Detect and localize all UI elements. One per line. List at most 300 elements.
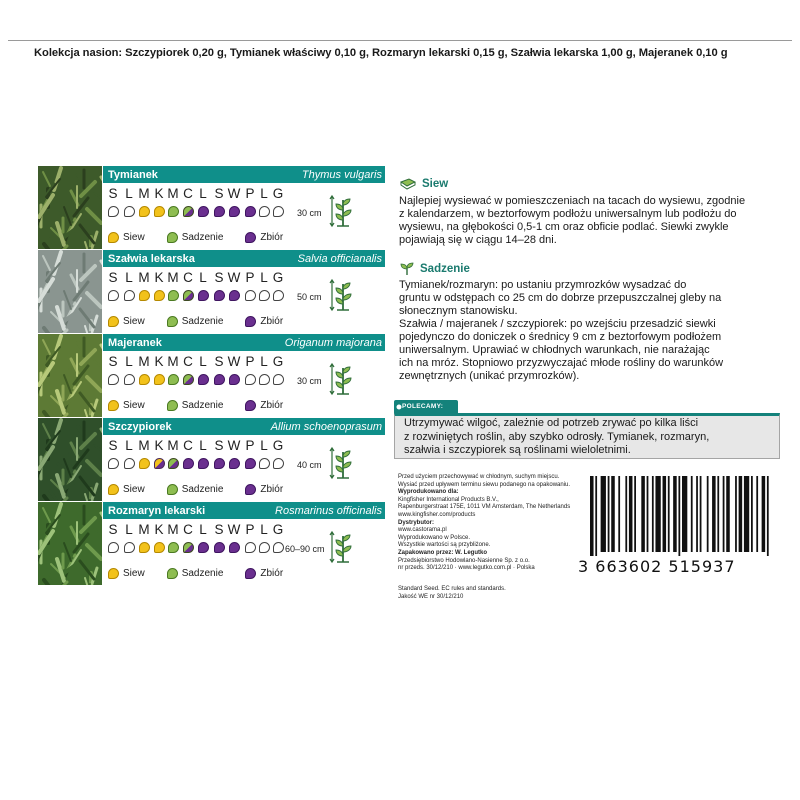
plant-height-icon bbox=[329, 278, 353, 312]
fine-print-line: Rapenburgerstraat 175E, 1011 VM Amsterdam, The Netherlands bbox=[398, 504, 571, 511]
barcode-bar bbox=[739, 476, 743, 552]
month-letter: M bbox=[167, 270, 179, 285]
barcode-bar bbox=[595, 476, 597, 556]
plant-height: 40 cm bbox=[297, 460, 322, 470]
legend-sadzenie bbox=[167, 484, 224, 495]
month-letter: C bbox=[183, 438, 193, 453]
month-letter: M bbox=[167, 354, 179, 369]
barcode-bar bbox=[634, 476, 636, 552]
month-marker bbox=[139, 290, 150, 301]
month-letter: M bbox=[138, 354, 150, 369]
month-marker bbox=[273, 542, 284, 553]
planting-icon bbox=[167, 316, 178, 327]
plant-header bbox=[103, 250, 385, 267]
plant-name: Szałwia lekarska bbox=[108, 252, 195, 265]
sowing-icon bbox=[108, 316, 119, 327]
barcode-bar bbox=[611, 476, 615, 552]
plant-latin-name: Origanum majorana bbox=[284, 336, 382, 349]
barcode-bar bbox=[601, 476, 606, 552]
month-letter: L bbox=[125, 186, 133, 201]
month-marker bbox=[198, 374, 209, 385]
month-marker bbox=[108, 542, 119, 553]
month-letter: K bbox=[154, 270, 164, 285]
month-letter: K bbox=[154, 354, 164, 369]
month-markers bbox=[108, 372, 283, 388]
recommend-line: z rozwiniętych roślin, aby szybko odrosły. Tymianek, rozmaryn, bbox=[404, 430, 710, 443]
recommend-tab bbox=[394, 400, 458, 413]
month-letter: P bbox=[245, 270, 255, 285]
month-marker bbox=[168, 290, 179, 301]
legend-siew bbox=[108, 316, 145, 327]
month-letter: L bbox=[260, 522, 268, 537]
siew-line: pojawiają się w ciągu 14–28 dni. bbox=[399, 234, 557, 246]
planting-icon bbox=[167, 232, 178, 243]
sadzenie-text bbox=[399, 279, 775, 383]
month-marker bbox=[259, 290, 270, 301]
recommend-line: Utrzymywać wilgoć, zależnie od potrzeb zrywać po kilka liści bbox=[404, 417, 699, 429]
plant-photo bbox=[38, 334, 102, 417]
month-letter: W bbox=[227, 270, 241, 285]
fine-print-line: Wysiać przed upływem terminu siewu podanego na opakowaniu. bbox=[398, 481, 571, 488]
sadzenie-line: uniwersalnym. Uprawiać w chłodnych warunkach, nie narażając bbox=[399, 344, 710, 356]
plant-height-icon bbox=[329, 194, 353, 228]
month-marker bbox=[214, 290, 225, 301]
plant-height: 30 cm bbox=[297, 376, 322, 386]
calendar-legend bbox=[108, 400, 305, 411]
legend-zbior-label: Zbiór bbox=[260, 400, 284, 411]
month-marker bbox=[214, 542, 225, 553]
month-letter: K bbox=[154, 522, 164, 537]
month-marker bbox=[124, 290, 135, 301]
fine-print-line: www.castorama.pl bbox=[398, 527, 447, 534]
month-marker bbox=[229, 374, 240, 385]
legend-zbior-label: Zbiór bbox=[260, 316, 284, 327]
month-letter: L bbox=[125, 270, 133, 285]
sowing-calendar bbox=[108, 354, 283, 388]
month-marker bbox=[273, 290, 284, 301]
month-letter: L bbox=[125, 354, 133, 369]
month-letter: S bbox=[214, 270, 224, 285]
month-marker bbox=[154, 458, 165, 469]
seedling-icon bbox=[400, 262, 414, 276]
legend-siew-label: Siew bbox=[123, 232, 145, 243]
barcode-bar bbox=[767, 476, 769, 556]
recommend-line: szałwia i szczypiorek są roślinami wieloletnimi. bbox=[404, 444, 631, 456]
month-letter: M bbox=[167, 186, 179, 201]
barcode-bar bbox=[641, 476, 645, 552]
month-letter: G bbox=[272, 186, 284, 201]
barcode-bar bbox=[696, 476, 698, 552]
month-letter: G bbox=[272, 438, 284, 453]
month-letter: G bbox=[272, 522, 284, 537]
month-letters bbox=[108, 186, 283, 204]
month-marker bbox=[245, 458, 256, 469]
plant-header bbox=[103, 166, 385, 183]
plant-table bbox=[38, 166, 385, 586]
month-letter: L bbox=[260, 186, 268, 201]
legend-zbior bbox=[245, 400, 283, 411]
legend-siew-label: Siew bbox=[123, 400, 145, 411]
plant-name: Tymianek bbox=[108, 168, 158, 181]
month-letter: W bbox=[227, 438, 241, 453]
planting-icon bbox=[167, 400, 178, 411]
fine-print-line: nr przeds. 30/12/210 · www.legutko.com.pl · Polska bbox=[398, 565, 535, 572]
barcode-bar bbox=[691, 476, 693, 552]
legend-siew-label: Siew bbox=[123, 316, 145, 327]
legend-sadzenie-label: Sadzenie bbox=[181, 316, 224, 327]
month-letter: L bbox=[199, 354, 207, 369]
harvest-icon bbox=[245, 232, 256, 243]
calendar-legend bbox=[108, 232, 305, 243]
barcode-bar bbox=[673, 476, 677, 552]
month-marker bbox=[183, 206, 194, 217]
harvest-icon bbox=[245, 484, 256, 495]
month-marker bbox=[139, 458, 150, 469]
legend-sadzenie bbox=[167, 232, 224, 243]
month-letter: L bbox=[199, 270, 207, 285]
month-letter: P bbox=[245, 522, 255, 537]
month-marker bbox=[124, 206, 135, 217]
month-marker bbox=[139, 374, 150, 385]
month-marker bbox=[124, 374, 135, 385]
plant-info bbox=[103, 166, 385, 249]
legend-zbior-label: Zbiór bbox=[260, 568, 284, 579]
legend-sadzenie-label: Sadzenie bbox=[181, 484, 224, 495]
barcode-bar bbox=[723, 476, 725, 552]
month-markers bbox=[108, 456, 283, 472]
month-marker bbox=[198, 542, 209, 553]
month-marker bbox=[108, 206, 119, 217]
barcode-bar bbox=[608, 476, 610, 552]
month-letter: W bbox=[227, 522, 241, 537]
barcode-bar bbox=[762, 476, 766, 552]
siew-title: Siew bbox=[422, 178, 449, 190]
month-letter: K bbox=[154, 438, 164, 453]
legend-siew bbox=[108, 484, 145, 495]
legend-sadzenie bbox=[167, 400, 224, 411]
fine-print-line: Zapakowano przez: W. Legutko bbox=[398, 549, 488, 556]
recommend-label: POLECAMY: bbox=[402, 403, 444, 410]
sadzenie-line: słonecznym stanowisku. bbox=[399, 305, 518, 317]
collection-line: Kolekcja nasion: Szczypiorek 0,20 g, Tymianek właściwy 0,10 g, Rozmaryn lekarski 0,15 g, Szałwia lekarska 1,00 g, Majeranek 0,10 g bbox=[34, 47, 728, 59]
barcode-bar bbox=[717, 476, 719, 552]
plant-info bbox=[103, 334, 385, 417]
month-marker bbox=[229, 542, 240, 553]
calendar-legend bbox=[108, 568, 305, 579]
barcode-bar bbox=[618, 476, 620, 552]
plant-height: 60–90 cm bbox=[285, 544, 325, 554]
month-marker bbox=[108, 374, 119, 385]
month-marker bbox=[229, 458, 240, 469]
legend-siew-label: Siew bbox=[123, 484, 145, 495]
planting-icon bbox=[167, 484, 178, 495]
month-letter: L bbox=[199, 186, 207, 201]
siew-line: Najlepiej wysiewać w pomieszczeniach na tacach do wysiewu, zgodnie bbox=[399, 195, 746, 207]
month-letter: W bbox=[227, 186, 241, 201]
barcode-bar bbox=[663, 476, 667, 552]
fine-print-line: Wyprodukowano w Polsce. bbox=[398, 534, 470, 541]
barcode-bar bbox=[744, 476, 749, 552]
month-marker bbox=[198, 290, 209, 301]
standard-note bbox=[398, 586, 578, 601]
plant-header bbox=[103, 418, 385, 435]
legend-zbior-label: Zbiór bbox=[260, 484, 284, 495]
month-marker bbox=[124, 542, 135, 553]
plant-latin-name: Salvia officianalis bbox=[297, 252, 382, 265]
month-letter: K bbox=[154, 186, 164, 201]
plant-height-icon bbox=[329, 530, 353, 564]
month-marker bbox=[229, 290, 240, 301]
barcode-bar bbox=[751, 476, 753, 552]
month-marker bbox=[154, 542, 165, 553]
planting-icon bbox=[167, 568, 178, 579]
month-letter: M bbox=[167, 438, 179, 453]
fine-print-line: Dystrybutor: bbox=[398, 519, 435, 526]
month-letters bbox=[108, 438, 283, 456]
plant-header bbox=[103, 502, 385, 519]
calendar-legend bbox=[108, 316, 305, 327]
month-markers bbox=[108, 288, 283, 304]
month-letter: C bbox=[183, 522, 193, 537]
sowing-calendar bbox=[108, 522, 283, 556]
sowing-calendar bbox=[108, 438, 283, 472]
month-marker bbox=[245, 206, 256, 217]
siew-line: z kalendarzem, w beztorfowym podłożu uniwersalnym lub podłożu do bbox=[399, 208, 737, 220]
sowing-icon bbox=[108, 232, 119, 243]
barcode-bar bbox=[707, 476, 709, 552]
month-markers bbox=[108, 540, 283, 556]
month-letters bbox=[108, 522, 283, 540]
legend-zbior bbox=[245, 568, 283, 579]
fine-print-line: Wyprodukowano dla: bbox=[398, 489, 459, 496]
barcode-bar bbox=[726, 476, 730, 552]
fine-print bbox=[398, 474, 578, 573]
month-marker bbox=[183, 458, 194, 469]
month-marker bbox=[183, 290, 194, 301]
plant-header bbox=[103, 334, 385, 351]
month-letter: M bbox=[167, 522, 179, 537]
legend-siew-label: Siew bbox=[123, 568, 145, 579]
month-letter: L bbox=[199, 438, 207, 453]
standard-line: Standard Seed. EC rules and standards. bbox=[398, 586, 506, 592]
top-divider bbox=[8, 40, 792, 41]
barcode-image bbox=[588, 476, 776, 556]
month-letter: C bbox=[183, 186, 193, 201]
plant-height-icon bbox=[329, 446, 353, 480]
month-letter: L bbox=[125, 438, 133, 453]
month-marker bbox=[214, 206, 225, 217]
barcode-bar bbox=[655, 476, 660, 552]
barcode-bar bbox=[668, 476, 670, 552]
month-marker bbox=[198, 458, 209, 469]
barcode-bar bbox=[652, 476, 654, 552]
month-letter: L bbox=[125, 522, 133, 537]
month-marker bbox=[245, 290, 256, 301]
plant-name: Rozmaryn lekarski bbox=[108, 504, 206, 517]
month-marker bbox=[183, 542, 194, 553]
legend-sadzenie-label: Sadzenie bbox=[181, 568, 224, 579]
sadzenie-line: ich na mróz. Stopniowo przyzwyczajać młode rośliny do warunków bbox=[399, 357, 724, 369]
month-marker bbox=[245, 542, 256, 553]
month-marker bbox=[214, 458, 225, 469]
calendar-legend bbox=[108, 484, 305, 495]
barcode-bar bbox=[735, 476, 737, 552]
plant-row bbox=[38, 418, 385, 502]
plant-latin-name: Thymus vulgaris bbox=[301, 168, 382, 181]
month-marker bbox=[154, 374, 165, 385]
plant-row bbox=[38, 250, 385, 334]
harvest-icon bbox=[245, 400, 256, 411]
fine-print-line: www.kingfisher.com/products bbox=[398, 511, 476, 518]
plant-info bbox=[103, 250, 385, 333]
sadzenie-heading bbox=[400, 262, 470, 276]
month-letter: S bbox=[214, 438, 224, 453]
month-marker bbox=[183, 374, 194, 385]
month-marker bbox=[214, 374, 225, 385]
legend-sadzenie-label: Sadzenie bbox=[181, 232, 224, 243]
month-marker bbox=[139, 542, 150, 553]
plant-row bbox=[38, 334, 385, 418]
month-letter: G bbox=[272, 354, 284, 369]
month-marker bbox=[168, 374, 179, 385]
month-letters bbox=[108, 354, 283, 372]
fine-print-line: Wszystkie wartości są przybliżone. bbox=[398, 542, 491, 549]
legend-sadzenie-label: Sadzenie bbox=[181, 400, 224, 411]
month-letter: W bbox=[227, 354, 241, 369]
month-marker bbox=[139, 206, 150, 217]
month-letter: C bbox=[183, 270, 193, 285]
legend-sadzenie bbox=[167, 568, 224, 579]
legend-zbior bbox=[245, 484, 283, 495]
month-letter: S bbox=[108, 186, 118, 201]
sowing-icon bbox=[108, 484, 119, 495]
month-letter: M bbox=[138, 186, 150, 201]
barcode-bar bbox=[625, 476, 627, 552]
plant-photo bbox=[38, 166, 102, 249]
sowing-icon bbox=[108, 568, 119, 579]
plant-name: Szczypiorek bbox=[108, 420, 172, 433]
month-letter: C bbox=[183, 354, 193, 369]
plant-height: 30 cm bbox=[297, 208, 322, 218]
month-letter: L bbox=[260, 438, 268, 453]
barcode-bar bbox=[756, 476, 758, 552]
month-letter: P bbox=[245, 354, 255, 369]
barcode-bar bbox=[678, 476, 680, 556]
month-letter: L bbox=[260, 270, 268, 285]
barcode-bar bbox=[647, 476, 649, 552]
month-marker bbox=[154, 290, 165, 301]
month-letter: S bbox=[108, 270, 118, 285]
legend-zbior-label: Zbiór bbox=[260, 232, 284, 243]
sadzenie-line: Tymianek/rozmaryn: po ustaniu przymrozków wysadzać do bbox=[399, 279, 687, 291]
month-letter: M bbox=[138, 522, 150, 537]
month-letter: L bbox=[199, 522, 207, 537]
plant-latin-name: Rosmarinus officinalis bbox=[275, 504, 382, 517]
siew-line: wysiewu, na głębokości 0,5-1 cm oraz obficie podlać. Siewki zwykle bbox=[399, 221, 729, 233]
month-letter: S bbox=[214, 186, 224, 201]
sadzenie-line: gruntu w odstępach co 25 cm do dobrze przepuszczalnej gleby na bbox=[399, 292, 722, 304]
barcode-bar bbox=[682, 476, 687, 552]
fine-print-line: Kingfisher International Products B.V., bbox=[398, 496, 499, 503]
legend-zbior bbox=[245, 316, 283, 327]
harvest-icon bbox=[245, 568, 256, 579]
plant-row bbox=[38, 166, 385, 250]
legend-siew bbox=[108, 400, 145, 411]
month-marker bbox=[259, 458, 270, 469]
month-marker bbox=[259, 206, 270, 217]
sadzenie-title: Sadzenie bbox=[420, 263, 470, 275]
plant-photo bbox=[38, 418, 102, 501]
month-letter: S bbox=[108, 522, 118, 537]
harvest-icon bbox=[245, 316, 256, 327]
barcode-bar bbox=[629, 476, 633, 552]
sowing-calendar bbox=[108, 270, 283, 304]
month-letter: M bbox=[138, 270, 150, 285]
month-marker bbox=[259, 374, 270, 385]
standard-line: Jakość WE nr 30/12/210 bbox=[398, 593, 464, 600]
month-marker bbox=[273, 458, 284, 469]
sadzenie-line: Szałwia / majeranek / szczypiorek: po wzejściu przesadzić siewki bbox=[399, 318, 716, 330]
plant-latin-name: Allium schoenoprasum bbox=[270, 420, 382, 433]
legend-siew bbox=[108, 568, 145, 579]
month-marker bbox=[124, 458, 135, 469]
siew-text bbox=[399, 195, 775, 247]
month-marker bbox=[245, 374, 256, 385]
plant-photo bbox=[38, 502, 102, 585]
sowing-calendar bbox=[108, 186, 283, 220]
barcode-bar bbox=[700, 476, 702, 552]
sowing-icon bbox=[108, 400, 119, 411]
legend-sadzenie bbox=[167, 316, 224, 327]
month-marker bbox=[198, 206, 209, 217]
legend-siew bbox=[108, 232, 145, 243]
barcode-number: 3 663602 515937 bbox=[578, 557, 736, 576]
fine-print-line: Przed użyciem przechowywać w chłodnym, suchym miejscu. bbox=[398, 474, 560, 480]
plant-height-icon bbox=[329, 362, 353, 396]
plant-info bbox=[103, 502, 385, 585]
sadzenie-line: pojedynczo do doniczek o średnicy 9 cm z beztorfowym podłożem bbox=[399, 331, 722, 343]
month-letter: G bbox=[272, 270, 284, 285]
month-letters bbox=[108, 270, 283, 288]
seed-tray-icon bbox=[400, 178, 416, 190]
month-markers bbox=[108, 204, 283, 220]
month-letter: S bbox=[214, 354, 224, 369]
month-marker bbox=[168, 206, 179, 217]
plant-row bbox=[38, 502, 385, 586]
month-letter: P bbox=[245, 186, 255, 201]
barcode-bar bbox=[590, 476, 594, 556]
month-marker bbox=[273, 374, 284, 385]
month-marker bbox=[273, 206, 284, 217]
month-letter: S bbox=[108, 354, 118, 369]
plant-height: 50 cm bbox=[297, 292, 322, 302]
month-marker bbox=[108, 290, 119, 301]
legend-zbior bbox=[245, 232, 283, 243]
month-letter: L bbox=[260, 354, 268, 369]
siew-heading bbox=[400, 178, 448, 190]
fine-print-line: Przedsiębiorstwo Hodowlano-Nasienne Sp. z o.o. bbox=[398, 557, 530, 564]
plant-info bbox=[103, 418, 385, 501]
sadzenie-line: zewnętrznych (unikać przymrozków). bbox=[399, 370, 580, 382]
month-marker bbox=[229, 206, 240, 217]
month-letter: S bbox=[108, 438, 118, 453]
plant-photo bbox=[38, 250, 102, 333]
month-marker bbox=[168, 458, 179, 469]
month-marker bbox=[154, 206, 165, 217]
barcode-bar bbox=[712, 476, 716, 552]
plant-name: Majeranek bbox=[108, 336, 162, 349]
month-letter: M bbox=[138, 438, 150, 453]
